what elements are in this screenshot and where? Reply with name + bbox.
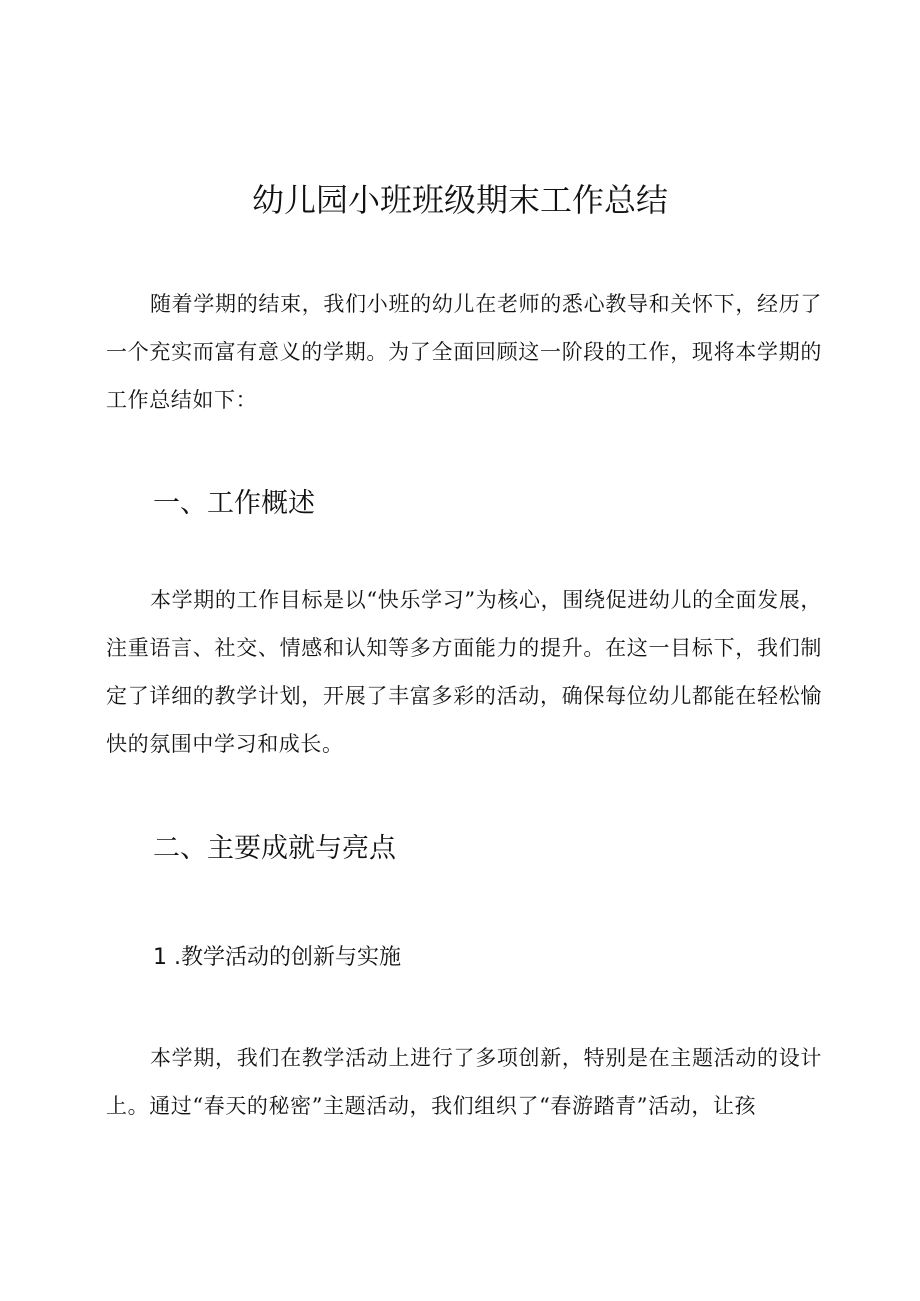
- section-heading-achievements: 二、主要成就与亮点: [153, 833, 396, 864]
- teaching-paragraph: 本学期，我们在教学活动上进行了多项创新，特别是在主题活动的设计上。通过“春天的秘密”主题活动，我们组织了“春游踏青”活动，让孩: [106, 1046, 822, 1118]
- document-title: 幼儿园小班班级期末工作总结: [251, 181, 668, 219]
- subsection-heading-teaching: 1 .教学活动的创新与实施: [153, 945, 401, 970]
- overview-paragraph: 本学期的工作目标是以“快乐学习”为核心，围绕促进幼儿的全面发展，注重语言、社交、情感和认知等多方面能力的提升。在这一目标下，我们制定了详细的教学计划，开展了丰富多彩的活动，确保每位幼儿都能在轻松愉快的氛围中学习和成长。: [106, 588, 822, 756]
- intro-paragraph: 随着学期的结束，我们小班的幼儿在老师的悉心教导和关怀下，经历了一个充实而富有意义的学期。为了全面回顾这一阶段的工作，现将本学期的工作总结如下：: [106, 292, 822, 412]
- section-heading-overview: 一、工作概述: [153, 488, 315, 519]
